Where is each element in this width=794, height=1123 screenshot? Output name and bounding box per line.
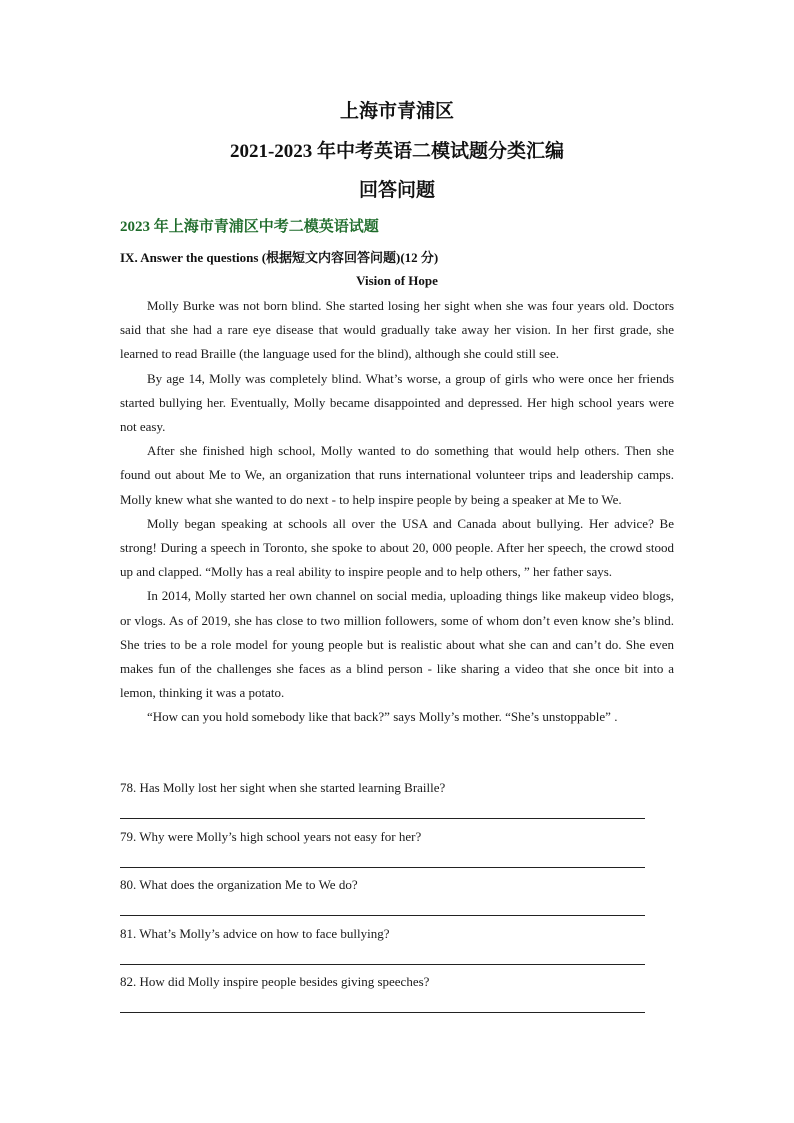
title-topic: 回答问题 [358, 180, 435, 201]
question-item [120, 875, 680, 924]
question-list [120, 778, 680, 1021]
title-collection: 2021-2023 年中考英语二模试题分类汇编 [229, 141, 565, 162]
question-item [120, 972, 680, 1021]
passage-paragraph: By age 14, Molly was completely blind. What’s worse, a group of girls who were once her friends started bullying her. Eventually, Molly became disappointed and depressed. Her high school years were not easy. [120, 370, 674, 435]
question-item [120, 924, 680, 973]
answer-line[interactable] [120, 867, 645, 868]
question-item [120, 778, 680, 827]
passage-paragraph: After she finished high school, Molly wanted to do something that would help others. Then she found out about Me to We, an organization that runs international volunteer trips and leadership camps. Molly knew what she wanted to do next - to help inspire people by being a speaker at Me to We. [120, 443, 674, 507]
answer-line[interactable] [120, 1012, 645, 1013]
reading-passage [120, 294, 674, 730]
question-text: 78. Has Molly lost her sight when she started learning Braille? [120, 780, 446, 795]
answer-line[interactable] [120, 964, 645, 965]
question-text: 82. How did Molly inspire people besides giving speeches? [120, 974, 430, 989]
passage-paragraph: “How can you hold somebody like that back?” says Molly’s mother. “She’s unstoppable” . [147, 709, 618, 725]
passage-paragraph: Molly Burke was not born blind. She started losing her sight when she was four years old. Doctors said that she had a rare eye disease that would gradually take away her vision. In her first grade, she learned to read Braille (the language used for the blind), although she could still see. [120, 298, 674, 362]
passage-title: Vision of Hope [356, 273, 438, 288]
exam-section-heading: 2023 年上海市青浦区中考二模英语试题 [120, 219, 379, 235]
question-text: 80. What does the organization Me to We do? [120, 877, 358, 892]
passage-paragraph: Molly began speaking at schools all over the USA and Canada about bullying. Her advice? Be strong! During a speech in Toronto, she spoke to about 20, 000 people. After her speech, the crowd stood up and clapped. “Molly has a real ability to inspire people and to help others, ” her father says. [120, 515, 674, 580]
answer-line[interactable] [120, 818, 645, 819]
title-district: 上海市青浦区 [339, 101, 454, 122]
passage-paragraph: In 2014, Molly started her own channel on social media, uploading things like makeup video blogs, or vlogs. As of 2019, she has close to two million followers, some of whom don’t even know she’s blind. She tries to be a role model for young people but is realistic about what she can and can’t do. She even makes fun of the challenges she faces as a blind person - like sharing a video that she once bit into a lemon, thinking it was a potato. [120, 588, 674, 701]
exercise-instruction: IX. Answer the questions (根据短文内容回答问题)(12 分) [120, 250, 439, 265]
question-text: 79. Why were Molly’s high school years not easy for her? [120, 828, 422, 844]
question-text: 81. What’s Molly’s advice on how to face bullying? [120, 925, 390, 941]
question-item [120, 827, 680, 876]
answer-line[interactable] [120, 915, 645, 916]
